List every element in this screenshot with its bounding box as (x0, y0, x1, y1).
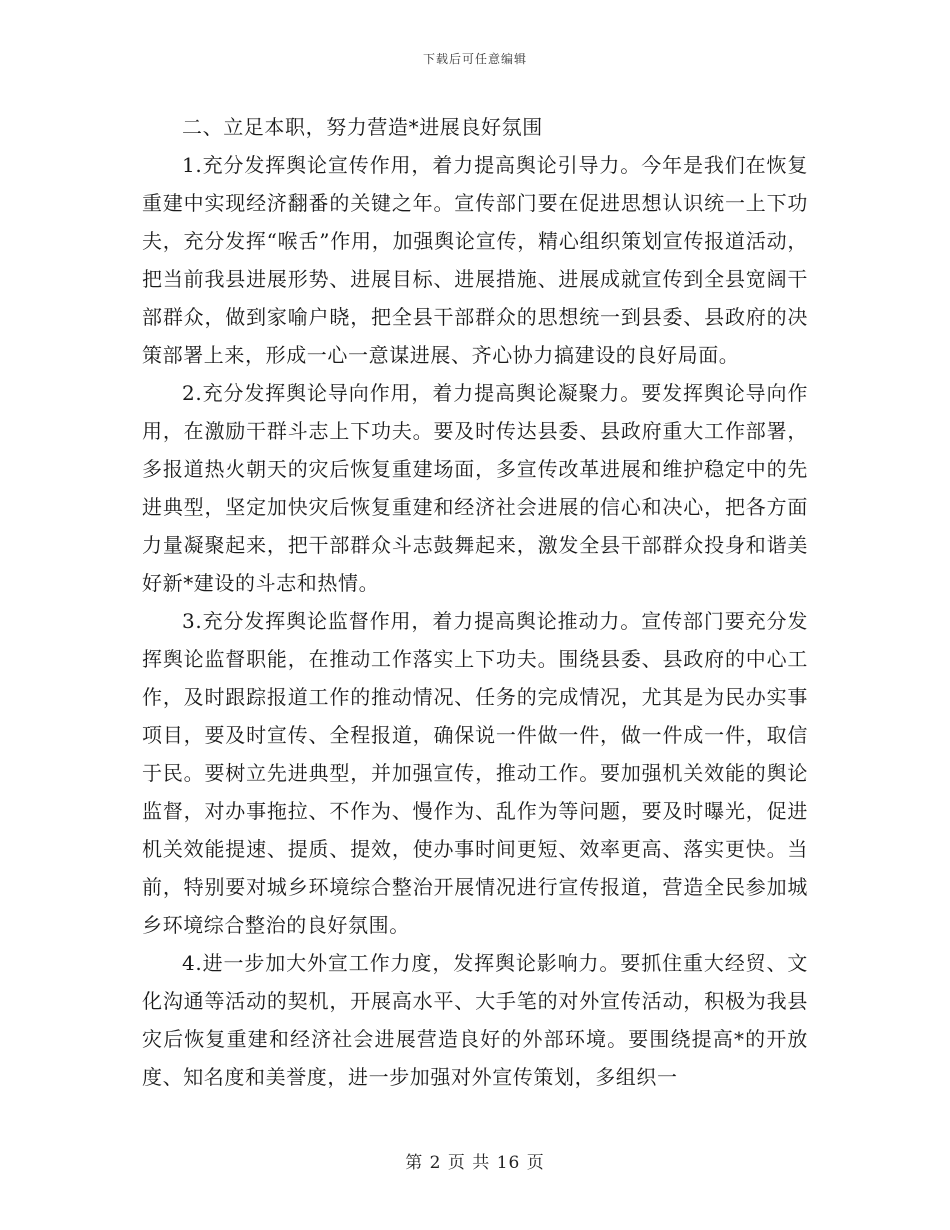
paragraph-2: 2.充分发挥舆论导向作用，着力提高舆论凝聚力。要发挥舆论导向作用，在激励干群斗志上下功夫。要及时传达县委、县政府重大工作部署，多报道热火朝天的灾后恢复重建场面，多宣传改革进展和维护稳定中的先进典型，坚定加快灾后恢复重建和经济社会进展的信心和决心，把各方面力量凝聚起来，把干部群众斗志鼓舞起来，激发全县干部群众投身和谐美好新*建设的斗志和热情。 (142, 381, 808, 595)
section-heading: 二、立足本职，努力营造*进展良好氛围 (182, 115, 543, 139)
page-header-note: 下载后可任意编辑 (422, 52, 527, 66)
paragraph-3: 3.充分发挥舆论监督作用，着力提高舆论推动力。宣传部门要充分发挥舆论监督职能，在推动工作落实上下功夫。围绕县委、县政府的中心工作，及时跟踪报道工作的推动情况、任务的完成情况，尤其是为民办实事项目，要及时宣传、全程报道，确保说一件做一件，做一件成一件，取信于民。要树立先进典型，并加强宣传，推动工作。要加强机关效能的舆论监督，对办事拖拉、不作为、慢作为、乱作为等问题，要及时曝光，促进机关效能提速、提质、提效，使办事时间更短、效率更高、落实更快。当前，特别要对城乡环境综合整治开展情况进行宣传报道，营造全民参加城乡环境综合整治的良好氛围。 (142, 609, 808, 937)
document-body (142, 108, 808, 1096)
paragraph-4: 4.进一步加大外宣工作力度，发挥舆论影响力。要抓住重大经贸、文化沟通等活动的契机，开展高水平、大手笔的对外宣传活动，积极为我县灾后恢复重建和经济社会进展营造良好的外部环境。要围绕提高*的开放度、知名度和美誉度，进一步加强对外宣传策划，多组织一 (142, 951, 808, 1089)
paragraph-1: 1.充分发挥舆论宣传作用，着力提高舆论引导力。今年是我们在恢复重建中实现经济翻番的关键之年。宣传部门要在促进思想认识统一上下功夫，充分发挥“喉舌”作用，加强舆论宣传，精心组织策划宣传报道活动，把当前我县进展形势、进展目标、进展措施、进展成就宣传到全县宽阔干部群众，做到家喻户晓，把全县干部群众的思想统一到县委、县政府的决策部署上来，形成一心一意谋进展、齐心协力搞建设的良好局面。 (142, 153, 808, 367)
page-number-footer: 第 2 页 共 16 页 (405, 1153, 545, 1173)
